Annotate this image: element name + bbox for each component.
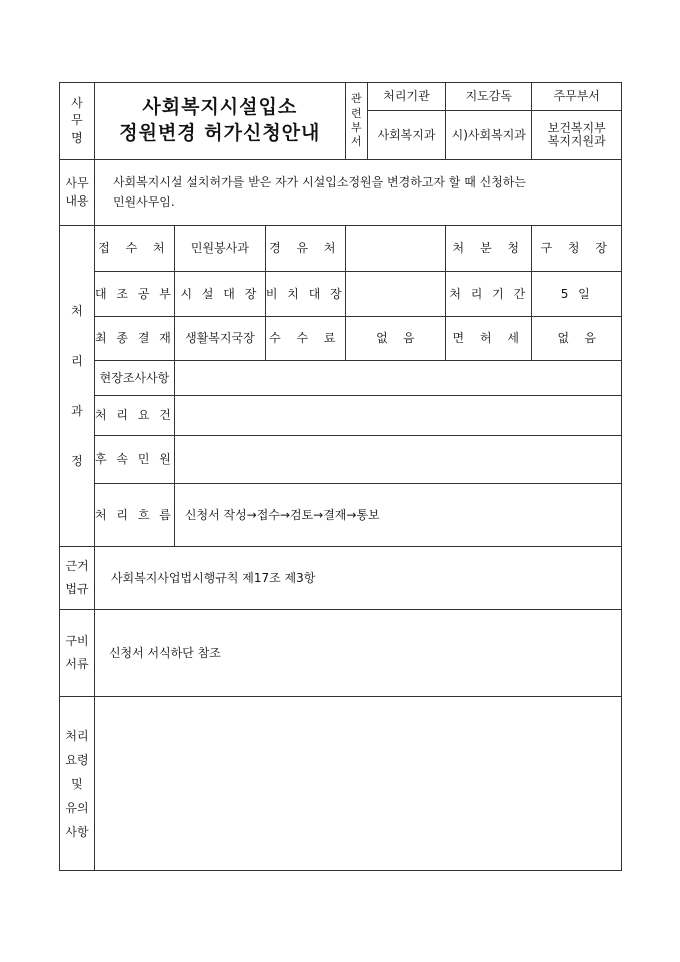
business-content-label: 사무 내용 bbox=[60, 160, 95, 226]
requirements-label: 처 리 요 건 bbox=[94, 396, 174, 436]
site-survey-label: 현장조사사항 bbox=[94, 361, 174, 396]
legal-basis-value: 사회복지사업법시행규칙 제17조 제3항 bbox=[94, 547, 621, 610]
followup-value bbox=[174, 436, 621, 484]
permit-guide-form bbox=[59, 82, 622, 871]
receiving-office-value: 민원봉사과 bbox=[174, 226, 265, 272]
final-approval-label: 최 종 결 재 bbox=[94, 317, 174, 361]
process-flow-value: 신청서 작성→접수→검토→결재→통보 bbox=[174, 484, 621, 547]
processing-period-label: 처 리 기 간 bbox=[446, 272, 532, 317]
office-name-label: 사 무 명 bbox=[60, 83, 95, 160]
final-approval-value: 생활복지국장 bbox=[174, 317, 265, 361]
required-documents-label: 구비 서류 bbox=[60, 610, 95, 697]
business-content-text: 사회복지시설 설치허가를 받은 자가 시설입소정원을 변경하고자 할 때 신청하는 민원사무임. bbox=[94, 160, 621, 226]
supervision-header: 지도감독 bbox=[446, 83, 532, 111]
followup-label: 후 속 민 원 bbox=[94, 436, 174, 484]
kept-register-label: 비 치 대 장 bbox=[265, 272, 345, 317]
required-documents-value: 신청서 서식하단 참조 bbox=[94, 610, 621, 697]
kept-register-value bbox=[345, 272, 445, 317]
reference-register-label: 대 조 공 부 bbox=[94, 272, 174, 317]
processing-agency-header: 처리기관 bbox=[367, 83, 445, 111]
processing-agency-value: 사회복지과 bbox=[367, 111, 445, 160]
site-survey-value bbox=[174, 361, 621, 396]
license-tax-value: 없 음 bbox=[532, 317, 622, 361]
supervision-value: 시)사회복지과 bbox=[446, 111, 532, 160]
process-side-label: 처 리 과 정 bbox=[60, 226, 95, 547]
main-dept-header: 주무부서 bbox=[532, 83, 622, 111]
requirements-value bbox=[174, 396, 621, 436]
main-dept-value: 보건복지부 복지지원과 bbox=[532, 111, 622, 160]
processing-period-value: 5 일 bbox=[532, 272, 622, 317]
form-title: 사회복지시설입소 정원변경 허가신청안내 bbox=[94, 83, 345, 160]
process-flow-label: 처 리 흐 름 bbox=[94, 484, 174, 547]
reference-register-value: 시 설 대 장 bbox=[174, 272, 265, 317]
via-office-label: 경 유 처 bbox=[265, 226, 345, 272]
disposition-office-label: 처 분 청 bbox=[446, 226, 532, 272]
via-office-value bbox=[345, 226, 445, 272]
disposition-office-value: 구 청 장 bbox=[532, 226, 622, 272]
related-dept-label: 관 련 부 서 bbox=[345, 83, 367, 160]
notes-label: 처리 요령 및 유의 사항 bbox=[60, 697, 95, 871]
receiving-office-label: 접 수 처 bbox=[94, 226, 174, 272]
fee-label: 수 수 료 bbox=[265, 317, 345, 361]
legal-basis-label: 근거 법규 bbox=[60, 547, 95, 610]
fee-value: 없 음 bbox=[345, 317, 445, 361]
license-tax-label: 면 허 세 bbox=[446, 317, 532, 361]
notes-value bbox=[94, 697, 621, 871]
